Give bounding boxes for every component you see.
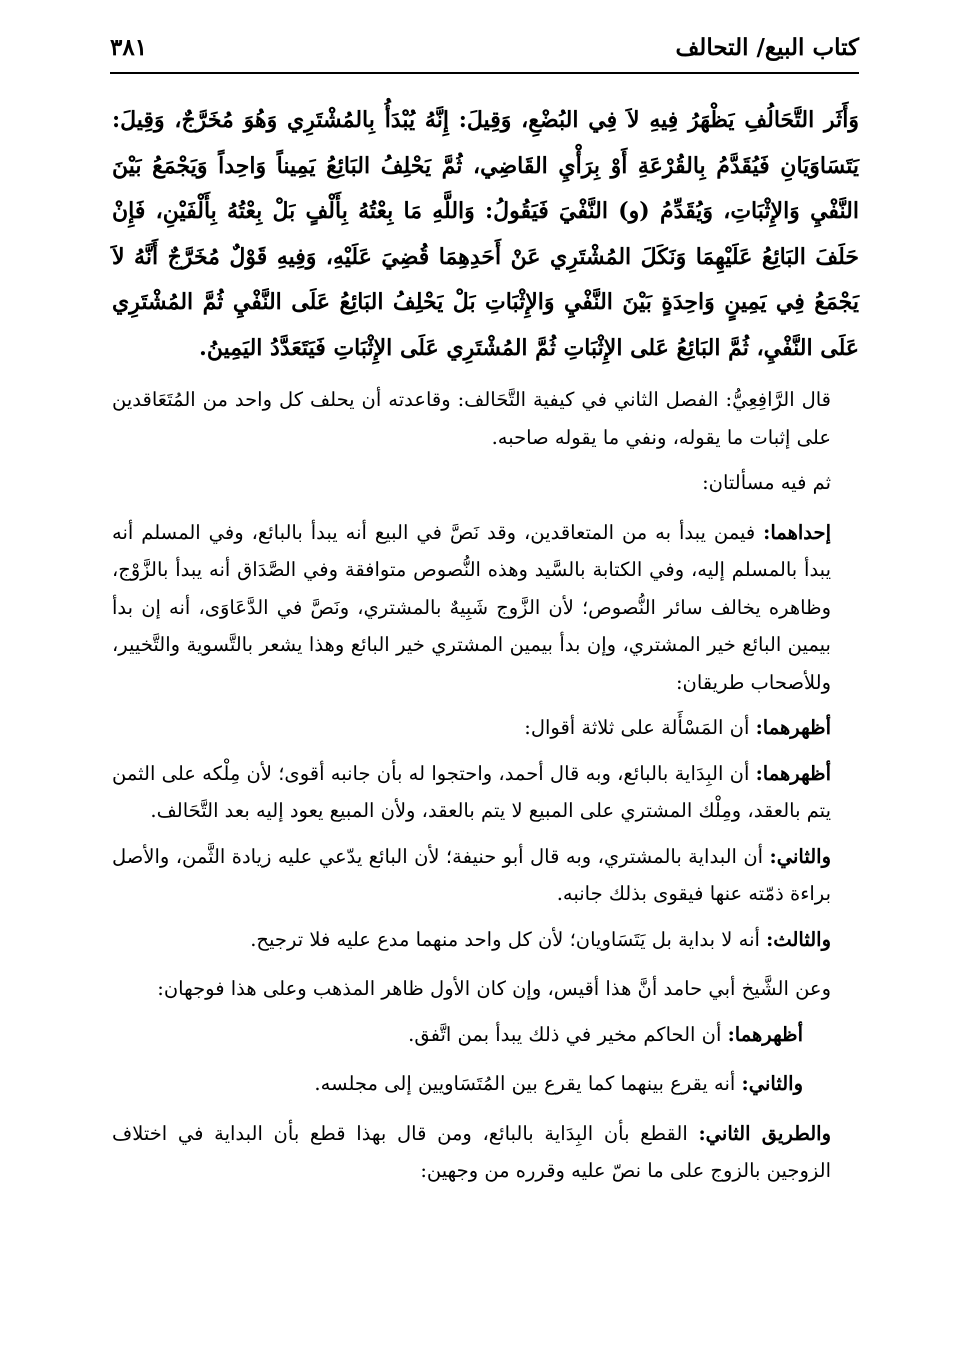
paragraph-text: قال الرَّافِعِيُّ: الفصل الثاني في كيفية التَّحَالف: وقاعدته أن يحلف كل واحد من المُتَعَاقدين على إثبات ما يقوله، ونفي ما يقوله صاحبه. [112,388,831,449]
paragraph-lead: أظهرهما: [755,761,831,785]
paragraph-text: أنه لا بداية بل يَتَسَاويان؛ لأن كل واحد منهما مدع عليه فلا ترجيح. [250,927,767,951]
page-number: ٣٨١ [110,34,148,61]
paragraph-text: القطع بأن البِدَاية بالبائع، ومن قال بهذا قطع بأن البداية في اختلاف الزوجين بالزوج على ما نصّ عليه وقرره من وجهين: [112,1121,831,1182]
running-title: كتاب البيع/ التحالف [675,34,859,61]
paragraph-opinion-seller [112,755,859,830]
paragraph-text: أن المَسْأَلة على ثلاثة أقوال: [524,716,756,739]
paragraph-judge-choice [112,1016,859,1054]
paragraph-text: وعن الشَّيخ أبي حامد أنَّ هذا أقيس، وإن كان الأول ظاهر المذهب وعلى هذا فوجهان: [157,977,831,1000]
paragraph-lead: والثاني: [741,1072,803,1095]
paragraph-lead: أظهرهما: [755,716,831,739]
paragraph-lottery [112,1065,859,1103]
matn-text: وَأَثَر التَّحَالُفِ يَظْهَرُ فِيهِ لاَ فِي البُضْعِ، وَقِيلَ: إِنَّهُ يُبْدَأُ بِالمُشْتَرِي وَهُوَ مُخَرَّجٌ، وَقِيلَ: يَتَسَاوَيَانِ فَيُقَدَّمُ بِالقُرْعَةِ أَوْ بِرَأْيِ القَاضِي، ثُمَّ يَحْلِفُ البَائِعُ يَمِيناً وَاحِداً وَيَجْمَعُ بَيْنَ النَّفْيِ وَالإِثْبَاتِ، وَيُقَدِّمُ (و) النَّفْيَ فَيَقُولُ: وَاللَّهِ مَا بِعْتُهُ بِأَلْفٍ بَلْ بِعْتُهُ بِأَلْفَيْنِ، فَإِنْ حَلَفَ البَائِعُ عَلَيْهِمَا وَنَكَلَ المُشْتَرِي عَنْ أَحَدِهِمَا قُضِيَ عَلَيْهِ، وَفِيهِ قَوْلٌ مُخَرَّجٌ أَنَّهُ لاَ يَجْمَعُ فِي يَمِينٍ وَاحِدَةٍ بَيْنَ النَّفْيِ وَالإِثْبَاتِ بَلْ يَحْلِفُ البَائِعُ عَلَى النَّفْيِ ثُمَّ المُشْتَرِي عَلَى النَّفْيِ، ثُمَّ البَائِعُ عَلى الإِثْبَاتِ ثُمَّ المُشْتَرِي عَلَى الإِثْبَاتِ فَيَتَعَدَّدُ اليَمِينُ. [112,107,859,361]
paragraph-lead: والثالث: [766,927,831,951]
paragraph-abu-hamid [112,970,859,1008]
paragraph-three-opinions [112,709,859,747]
paragraph-text: فيمن يبدأ به من المتعاقدين، وقد نَصَّ في البيع أنه يبدأ بالبائع، وفي المسلم أنه يبدأ بالمسلم إليه، وفي الكتابة بالسَّيد وهذه النُّصوص متوافقة وفي الصَّدَاق أنه يبدأ بالزَّوْج، وظاهره يخالف سائر النُّصوص؛ لأن الزَّوج شَبِيهٌ بالمشتري، ونَصَّ في الدَّعَاوَى، أنه إن بدأ بيمين البائع خير المشتري، وإن بدأ بيمين المشتري خير البائع وهذا يشعر بالتَّسوية والتَّخيير، وللأصحاب طريقان: [112,520,831,694]
paragraph-text: أنه يقرع بينهما كما يقرع بين المُتَسَاويين إلى مجلسه. [314,1072,742,1095]
paragraph-second-way [112,1115,859,1190]
paragraph-lead: والثاني: [769,844,831,868]
paragraph-opinion-equal [112,921,859,959]
paragraph-first-issue [112,514,859,702]
paragraph-opinion-buyer [112,838,859,913]
paragraph-lead: إحداهما: [763,520,831,544]
paragraph-two-issues [112,464,859,502]
paragraph-lead: أظهرهما: [727,1022,803,1046]
paragraph-text: أن البِدَاية بالبائع، وبه قال أحمد، واحتجوا له بأن جانبه أقوى؛ لأن مِلْكه على الثمن يتم بالعقد، ومِلْك المشتري على المبيع لا يتم بالعقد، ولأن المبيع يعود إليه بعد التَّحَالف. [112,761,831,822]
paragraph-text: أن الحاكم مخير في ذلك يبدأ بمن اتَّفق. [408,1022,728,1046]
paragraph-text: أن البداية بالمشتري، وبه قال أبو حنيفة؛ لأن البائع يدّعي عليه زيادة الثَّمن، والأصل براءة ذمّته عنها فيقوى بذلك جانبه. [112,844,831,905]
page-header [110,30,859,74]
paragraph-text: ثم فيه مسألتان: [702,471,831,494]
paragraph-lead: والطريق الثاني: [698,1121,831,1145]
page-body [112,98,859,1198]
paragraph-rafii-intro [112,381,859,456]
